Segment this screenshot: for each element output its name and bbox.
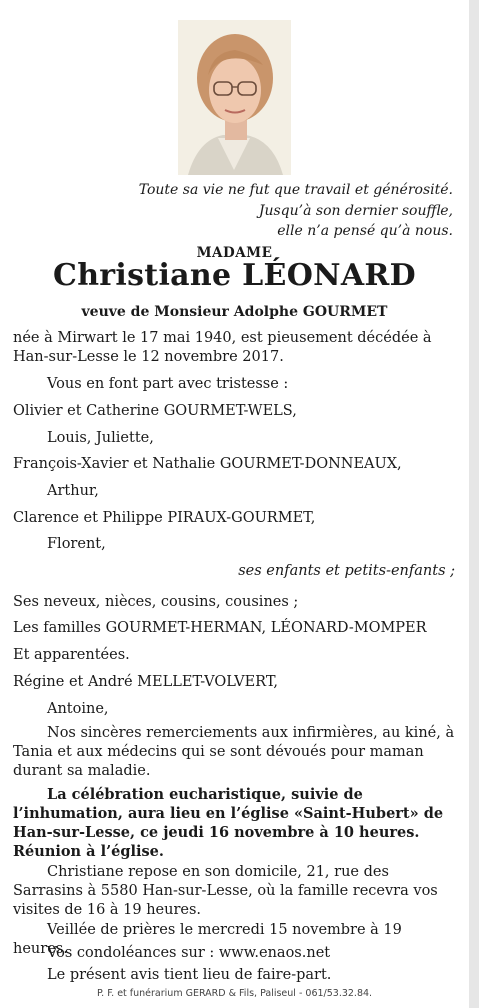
family-line: Florent, <box>47 536 106 552</box>
ceremony-paragraph: La célébration eucharistique, suivie de l’inhumation, aura lieu en l’église «Saint-Hubert» de Han-sur-Lesse, ce jeudi 16 novembre à 10 heures. Réunion à l’église. <box>13 786 444 860</box>
funeral-home-footer: P. F. et funérarium GERARD & Fils, Paliseul - 061/53.32.84. <box>96 988 373 999</box>
quote-line: Jusqu’à son dernier souffle, <box>258 202 453 219</box>
relatives-line: Et apparentées. <box>13 647 130 663</box>
children-label: ses enfants et petits-enfants ; <box>238 563 455 579</box>
family-line: Arthur, <box>47 483 99 499</box>
notice-line: Le présent avis tient lieu de faire-part. <box>47 967 332 983</box>
relatives-line: Régine et André MELLET-VOLVERT, <box>13 674 278 690</box>
family-line: Louis, Juliette, <box>47 430 154 446</box>
rest-paragraph: Christiane repose en son domicile, 21, rue des Sarrasins à 5580 Han-sur-Lesse, où la famille recevra vos visites de 16 à 19 heures. <box>13 864 438 918</box>
family-line: François-Xavier et Nathalie GOURMET-DONNEAUX, <box>13 456 402 472</box>
family-line: Olivier et Catherine GOURMET-WELS, <box>13 403 297 419</box>
announcement-line: Vous en font part avec tristesse : <box>47 376 289 392</box>
thanks-paragraph: Nos sincères remerciements aux infirmières, au kiné, à Tania et aux médecins qui se sont dévoués pour maman durant sa maladie. <box>13 725 455 779</box>
quote-line: elle n’a pensé qu’à nous. <box>277 223 453 239</box>
family-line: Clarence et Philippe PIRAUX-GOURMET, <box>13 510 316 526</box>
deceased-name: Christiane LÉONARD <box>53 258 416 293</box>
honorific: MADAME <box>196 245 273 261</box>
vigil-line: Veillée de prières le mercredi 15 novembre à 19 heures. <box>13 922 402 957</box>
quote-line: Toute sa vie ne fut que travail et générosité. <box>138 182 453 198</box>
relatives-line: Ses neveux, nièces, cousins, cousines ; <box>13 594 299 610</box>
intro-paragraph: née à Mirwart le 17 mai 1940, est pieusement décédée à Han-sur-Lesse le 12 novembre 2017. <box>13 330 432 365</box>
condolences-line: Vos condoléances sur : www.enaos.net <box>47 945 331 961</box>
relatives-line: Antoine, <box>47 701 109 717</box>
relatives-line: Les familles GOURMET-HERMAN, LÉONARD-MOMPER <box>13 620 427 636</box>
portrait-photo <box>178 20 291 175</box>
epigraph-quote <box>123 180 453 242</box>
widow-line: veuve de Monsieur Adolphe GOURMET <box>81 304 388 320</box>
